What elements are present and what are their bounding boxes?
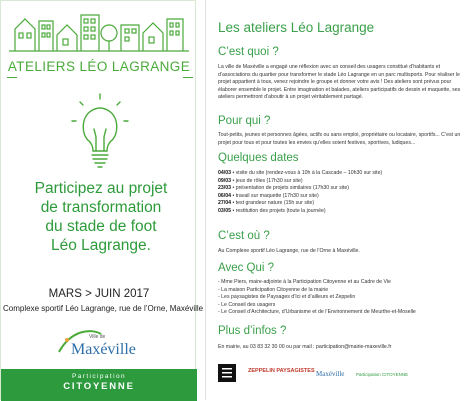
date-desc: • présentation de projets similaires (17h30 sur site) bbox=[232, 185, 350, 192]
pc-line2: CITOYENNE bbox=[63, 381, 135, 392]
pc-logo-small: Participation CITOYENNE bbox=[356, 372, 409, 377]
date-label: 04/03 bbox=[218, 170, 231, 176]
section-heading-quoi: C’est quoi ? bbox=[218, 46, 279, 58]
poster-title: ATELIERS LÉO LAGRANGE bbox=[7, 59, 191, 74]
headline-line: Léo Lagrange. bbox=[51, 237, 151, 254]
date-desc: • travail sur maquette (17h30 sur site) bbox=[232, 192, 319, 199]
list-item: - La maison Participation Citoyenne de la mairie bbox=[218, 286, 329, 293]
list-item bbox=[218, 178, 468, 186]
quoi-text: La ville de Maxéville a engagé une réflexion avec un conseil des usagers constitué d’habitants et d’associations du quartier pour transformer le stade Léo Lagrange en un parc multisports. Pour réaliser le projet appartient à tous, venez rejoindre le groupe et donner votre avis ! Des ateliers sont prévus pour élaborer ensemble le projet. Entre imagination et balades, ateliers participatifs de dessin et maquette, ses ateliers permettront d’aboutir à un projet véritablement partagé. bbox=[218, 64, 461, 100]
maxeville-logo-small: Ville de bbox=[89, 334, 106, 340]
title-rule-left bbox=[7, 77, 17, 78]
list-item: - Mme Piers, maire-adjointe à la Participation Citoyenne et au Cadre de Vie bbox=[218, 279, 391, 285]
date-desc: • test grandeur nature (15h sur site) bbox=[232, 200, 315, 207]
left-panel bbox=[0, 0, 204, 400]
list-item bbox=[218, 170, 468, 178]
avec-list bbox=[218, 279, 468, 317]
date-desc: • jeux de rôles (17h30 sur site) bbox=[232, 177, 303, 184]
headline-line: de transformation bbox=[40, 199, 162, 216]
section-heading-avec: Avec Qui ? bbox=[218, 262, 275, 274]
lightbulb-icon bbox=[71, 93, 129, 173]
pc-line1: Participation bbox=[72, 373, 126, 380]
section-heading-infos: Plus d’infos ? bbox=[218, 325, 287, 337]
maxeville-logo bbox=[51, 326, 151, 360]
headline-line: Participez au projet bbox=[34, 180, 168, 197]
date-label: 27/04 bbox=[218, 200, 231, 207]
date-desc: • visite du site (rendez-vous à 10h à la Cascade – 10h30 sur site) bbox=[232, 170, 383, 176]
list-item bbox=[218, 200, 468, 208]
date-label: 06/04 bbox=[218, 192, 231, 199]
list-item: - Les paysagistes de Paysages d’Ici et d’ailleurs et Zeppelin bbox=[218, 294, 356, 301]
section-heading-ou: C’est où ? bbox=[218, 230, 270, 242]
headline bbox=[5, 179, 197, 255]
list-item bbox=[218, 208, 468, 216]
title-rule-right bbox=[183, 77, 193, 78]
right-panel bbox=[205, 0, 461, 400]
ou-text: Au Complexe sportif Léo Lagrange, rue de l’Orne à Maxéville. bbox=[218, 248, 360, 254]
zeppelin-logo: ZEPPELIN PAYSAGISTES bbox=[248, 368, 315, 374]
list-item bbox=[218, 193, 468, 201]
date-label: 03/05 bbox=[218, 207, 231, 214]
infos-text: En mairie, au 03 83 32 30 00 ou par mail : participation@mairie-maxeville.fr bbox=[218, 344, 392, 350]
right-title: Les ateliers Léo Lagrange bbox=[218, 20, 375, 35]
event-location: Complexe sportif Léo Lagrange, rue de l’Orne, Maxéville bbox=[3, 304, 204, 313]
date-label: 23/03 bbox=[218, 185, 231, 192]
date-desc: • restitution des projets (toute la journée) bbox=[232, 207, 326, 214]
maxeville-logo-name: Maxéville bbox=[71, 341, 136, 358]
list-item: - Le Conseil d’Architecture, d’Urbanisme et de l’Environnement de Meurthe-et-Moselle bbox=[218, 309, 416, 316]
headline-line: du stade de foot bbox=[45, 218, 157, 235]
list-item: - Le Conseil des usagers bbox=[218, 301, 276, 308]
event-dates: MARS > JUIN 2017 bbox=[48, 288, 150, 300]
section-heading-pourqui: Pour qui ? bbox=[218, 115, 271, 127]
partner-logos bbox=[218, 362, 408, 384]
houses-illustration bbox=[9, 7, 189, 53]
maxeville-logo-small-mark: Maxéville bbox=[316, 370, 345, 378]
dates-list bbox=[218, 170, 468, 216]
section-heading-dates: Quelques dates bbox=[218, 152, 299, 164]
pourqui-text: Tout-petits, jeunes et personnes âgées, actifs ou sans emploi, propriétaire ou locataire, sportifs... C’est un projet pour tous et pour toutes les envies qu’elles soient festives, sportives, ludiques... bbox=[218, 132, 461, 146]
participation-citoyenne-logo bbox=[1, 373, 197, 392]
date-label: 09/03 bbox=[218, 177, 231, 184]
list-item bbox=[218, 185, 468, 193]
